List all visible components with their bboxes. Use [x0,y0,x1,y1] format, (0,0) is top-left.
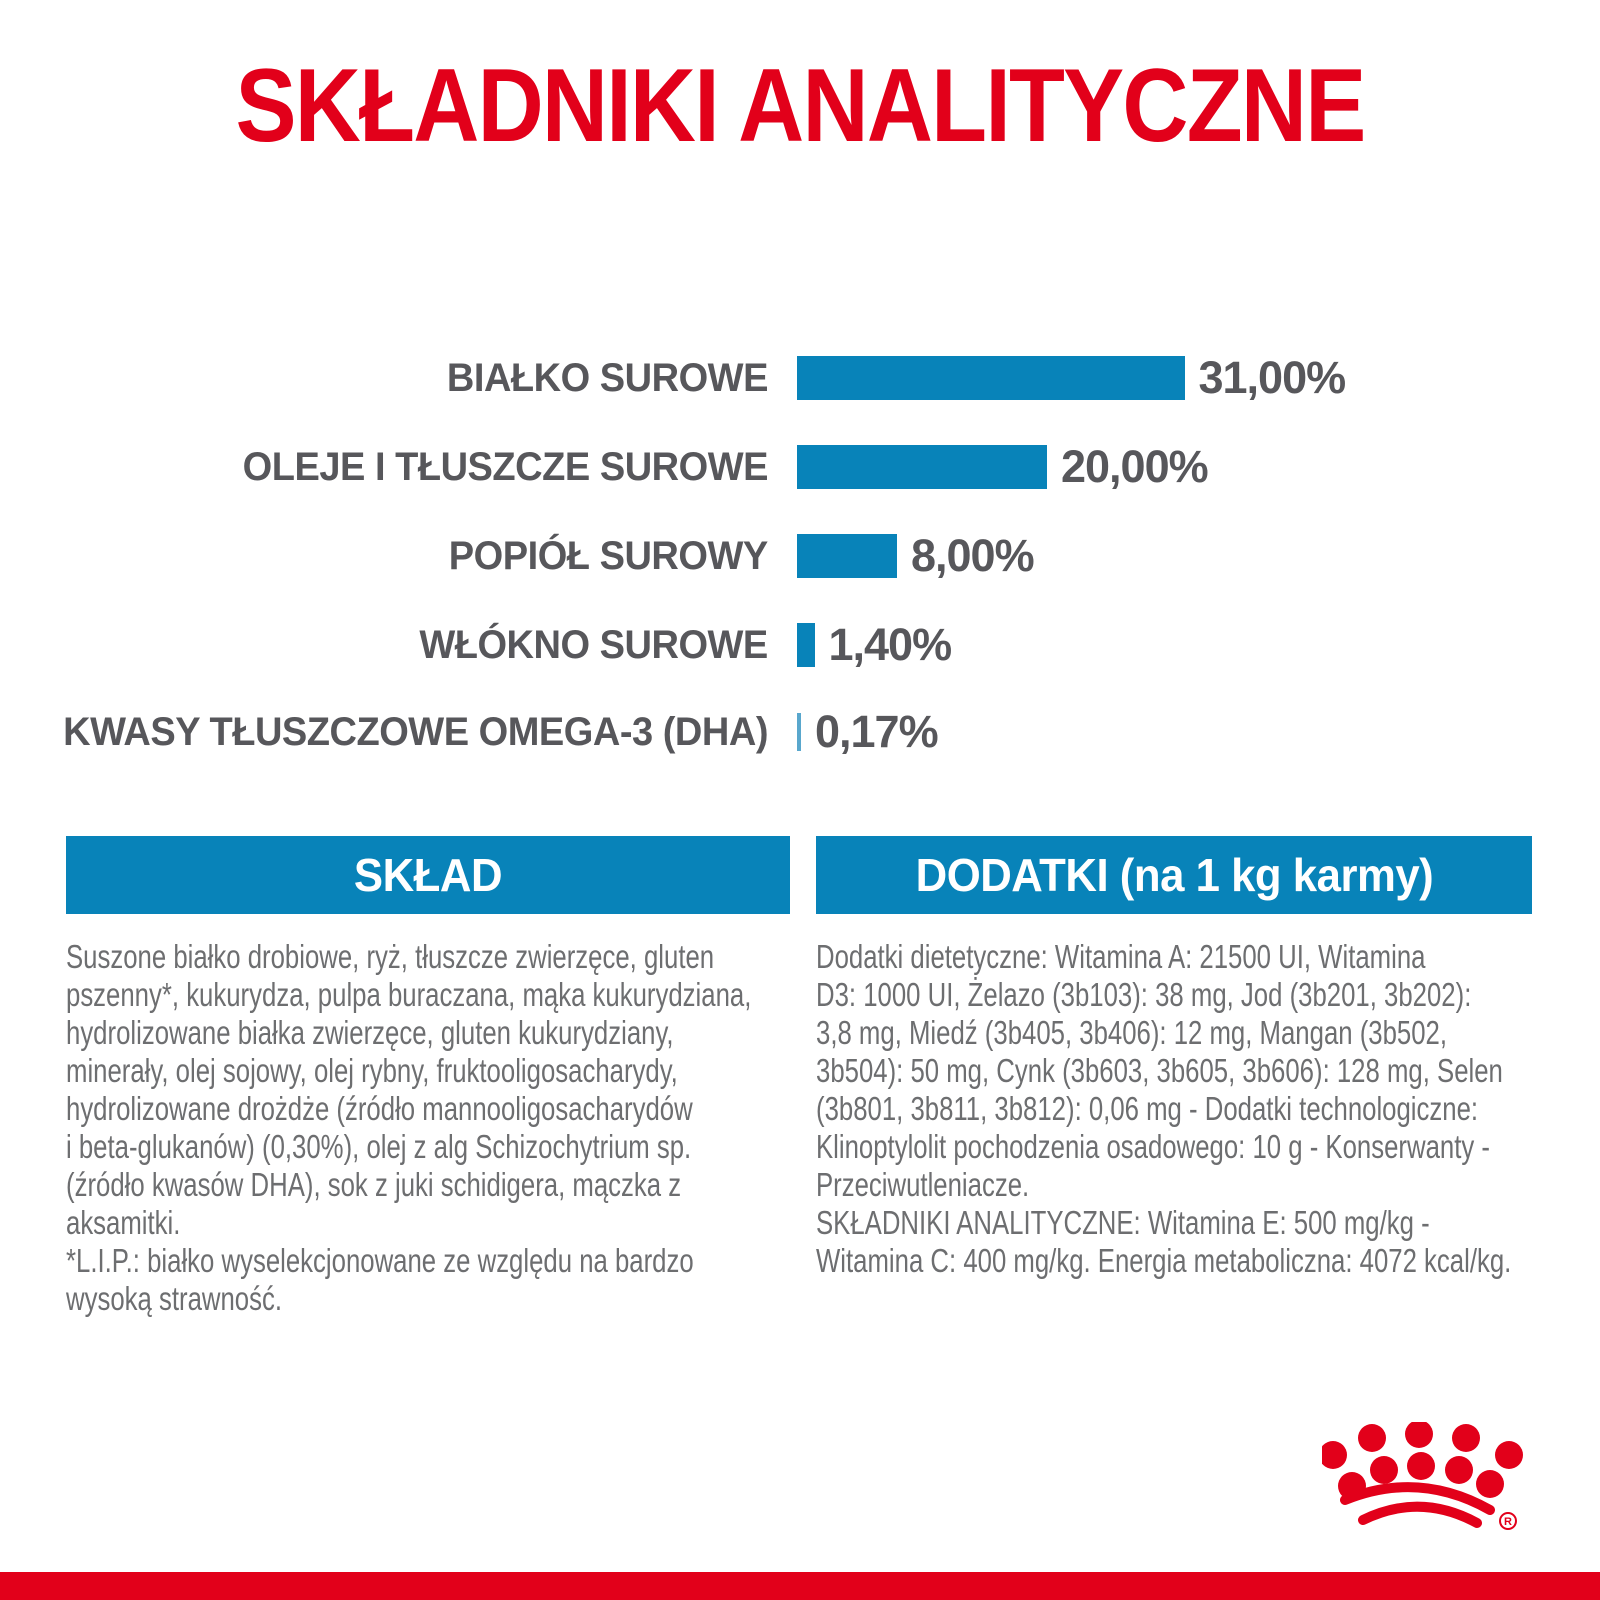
bar-label-text: KWASY TŁUSZCZOWE OMEGA-3 (DHA) [63,709,768,754]
bar-value: 1,40% [828,619,952,670]
text-line: D3: 1000 UI, Żelazo (3b103): 38 mg, Jod (3b201, 3b202): [816,976,1472,1013]
section-header-dodatki-label: DODATKI (na 1 kg karmy) [915,849,1433,901]
text-line: Suszone białko drobiowe, ryż, tłuszcze zwierzęce, gluten [66,938,715,975]
bar-label-text: WŁÓKNO SUROWE [419,622,768,667]
registered-trademark-icon [1500,1513,1516,1529]
bar-value: 0,17% [815,706,938,757]
chart-row [0,352,1600,403]
text-line: hydrolizowane białka zwierzęce, gluten kukurydziany, [66,1014,674,1051]
text-line: minerały, olej sojowy, olej rybny, fruktooligosacharydy, [66,1052,678,1089]
text-line: Przeciwutleniacze. [816,1166,1030,1203]
bar-label [0,623,797,668]
footer-red-bar [0,1572,1600,1600]
sklad-body [66,938,790,1318]
text-line: Witamina C: 400 mg/kg. Energia metaboliczna: 4072 kcal/kg. [816,1242,1512,1279]
text-line: (źródło kwasów DHA), sok z juki schidigera, mączka z [66,1166,682,1203]
chart-row [0,530,1600,581]
bar [797,356,1185,400]
svg-text:R: R [1504,1516,1512,1528]
text-line: wysoką strawność. [66,1280,283,1317]
bar [797,713,801,751]
section-header-sklad [66,836,790,914]
text-line: pszenny*, kukurydza, pulpa buraczana, mąka kukurydziana, [66,976,752,1013]
bar-value: 20,00% [1061,441,1208,492]
text-line: SKŁADNIKI ANALITYCZNE: Witamina E: 500 mg/kg - [816,1204,1430,1241]
text-line: (3b801, 3b811, 3b812): 0,06 mg - Dodatki technologiczne: [816,1090,1479,1127]
text-line: *L.I.P.: białko wyselekcjonowane ze względu na bardzo [66,1242,694,1279]
chart-row [0,619,1600,670]
bar-label-text: OLEJE I TŁUSZCZE SUROWE [242,444,768,489]
text-line: aksamitki. [66,1204,181,1241]
text-line: Klinoptylolit pochodzenia osadowego: 10 g - Konserwanty - [816,1128,1490,1165]
text-line: 3b504): 50 mg, Cynk (3b603, 3b605, 3b606): 128 mg, Selen [816,1052,1503,1089]
text-line: i beta-glukanów) (0,30%), olej z alg Schizochytrium sp. [66,1128,692,1165]
bar [797,445,1047,489]
section-header-dodatki [816,836,1532,914]
bar-label-text: POPIÓŁ SUROWY [449,533,768,578]
chart-row [0,441,1600,492]
royal-canin-crown-logo [1322,1422,1527,1534]
bar-value: 31,00% [1198,352,1346,403]
bar-label [0,534,797,579]
chart-row [0,706,1600,757]
text-line: hydrolizowane drożdże (źródło mannooligosacharydów [66,1090,693,1127]
bar [797,623,815,667]
bar-label [0,356,797,401]
crown-base-swooshes [1345,1487,1490,1523]
bar-label-text: BIAŁKO SUROWE [446,355,768,400]
text-line: Dodatki dietetyczne: Witamina A: 21500 UI, Witamina [816,938,1426,975]
text-line: 3,8 mg, Miedź (3b405, 3b406): 12 mg, Mangan (3b502, [816,1014,1448,1051]
page-title: SKŁADNIKI ANALITYCZNE [235,48,1365,164]
dodatki-body [816,938,1532,1280]
bar-value: 8,00% [911,530,1034,581]
section-header-sklad-label: SKŁAD [353,849,503,901]
bar [797,534,897,578]
bar-label [0,710,797,755]
bar-label [0,445,797,490]
